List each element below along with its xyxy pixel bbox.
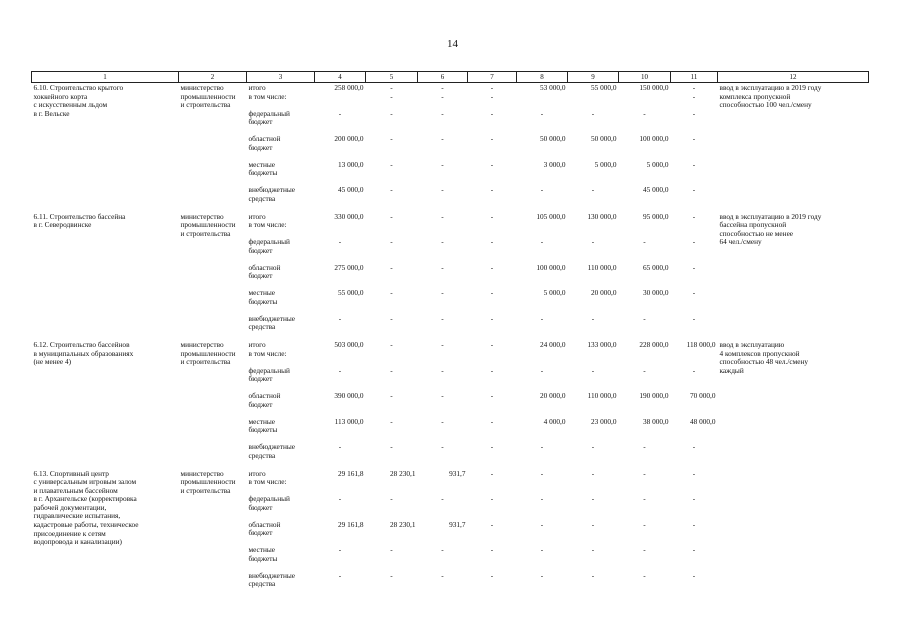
amount-cell: 110 000,0: [587, 263, 617, 272]
amount-cell: 931,7: [449, 468, 466, 478]
amount-cell: -: [643, 520, 646, 529]
amount-cell: -: [441, 314, 444, 323]
amount-cell: -: [441, 495, 444, 503]
amount-cell: -: [390, 495, 393, 503]
amount-cell: -: [692, 263, 696, 272]
funding-source-cell: местные бюджеты: [248, 289, 278, 306]
column-number-header: 3: [247, 72, 315, 83]
amount-cell: -: [540, 366, 544, 375]
amount-cell: -: [490, 211, 494, 221]
amount-cell: -: [692, 314, 696, 323]
amount-cell: -: [390, 546, 393, 554]
funding-source-cell: внебюджетные средства: [248, 571, 296, 589]
amount-cell: -: [540, 186, 544, 194]
amount-cell: -: [390, 160, 393, 169]
amount-cell: - -: [390, 83, 393, 101]
amount-cell: -: [441, 392, 444, 400]
amount-cell: 133 000,0: [587, 340, 617, 349]
amount-cell: -: [490, 417, 494, 426]
amount-cell: -: [490, 109, 494, 118]
amount-cell: 20 000,0: [539, 392, 566, 400]
column-number-header: 6: [418, 72, 468, 83]
amount-cell: -: [591, 109, 595, 118]
column-number-header-row: [32, 72, 869, 83]
amount-cell: -: [490, 495, 494, 503]
amount-cell: -: [692, 571, 696, 580]
amount-cell: -: [540, 546, 544, 554]
table-row: [32, 469, 869, 496]
amount-cell: -: [441, 109, 444, 118]
amount-cell: 13 000,0: [337, 160, 364, 169]
amount-cell: 150 000,0: [639, 83, 669, 92]
amount-cell: -: [441, 366, 444, 375]
column-number-header: 1: [32, 72, 179, 83]
column-number-header: 7: [468, 72, 517, 83]
amount-cell: - -: [490, 83, 494, 101]
amount-cell: 5 000,0: [646, 160, 669, 169]
funding-source-cell: областной бюджет: [248, 135, 281, 152]
responsible-agency-cell: министерство промышленности и строительства: [180, 340, 236, 367]
amount-cell: -: [390, 263, 393, 272]
amount-cell: 30 000,0: [642, 289, 669, 297]
amount-cell: -: [338, 366, 342, 375]
funding-source-cell: областной бюджет: [248, 263, 281, 281]
amount-cell: -: [390, 340, 393, 349]
measure-name-cell: 6.13. Спортивный центр с универсальным игровым залом и плавательным бассейном в г. Архангельске (корректировка рабочей документации, гидравлические испытания, кадастровые работы, техническое присоединение к сетям водопровода и канализации): [33, 468, 139, 547]
amount-cell: - -: [692, 83, 696, 101]
amount-cell: -: [540, 495, 544, 503]
funding-source-cell: итого в том числе:: [248, 211, 287, 230]
amount-cell: -: [390, 135, 393, 143]
amount-cell: -: [692, 160, 696, 169]
funding-source-cell: внебюджетные средства: [248, 443, 296, 460]
amount-cell: - -: [441, 83, 444, 101]
expected-result-cell: ввод в эксплуатацию в 2019 году комплекса пропускной способностью 100 чел./смену: [719, 83, 822, 110]
amount-cell: -: [490, 186, 494, 194]
amount-cell: 105 000,0: [536, 211, 566, 221]
funding-source-cell: внебюджетные средства: [248, 186, 296, 203]
amount-cell: -: [591, 571, 595, 580]
amount-cell: 65 000,0: [642, 263, 669, 272]
amount-cell: 118 000,0: [686, 340, 716, 349]
amount-cell: -: [490, 571, 494, 580]
amount-cell: 95 000,0: [642, 211, 669, 221]
amount-cell: 45 000,0: [642, 186, 669, 194]
funding-source-cell: итого в том числе:: [248, 468, 287, 487]
amount-cell: -: [441, 135, 444, 143]
funding-source-cell: федеральный бюджет: [248, 238, 290, 255]
amount-cell: -: [643, 109, 646, 118]
column-number-header: 11: [671, 72, 718, 83]
amount-cell: -: [390, 443, 393, 451]
amount-cell: 23 000,0: [590, 417, 617, 426]
funding-source-cell: внебюджетные средства: [248, 314, 296, 332]
amount-cell: -: [643, 495, 646, 503]
amount-cell: -: [441, 546, 444, 554]
amount-cell: -: [591, 520, 595, 529]
column-number-header: 4: [315, 72, 366, 83]
column-number-header: 12: [718, 72, 869, 83]
amount-cell: -: [692, 546, 696, 554]
amount-cell: -: [643, 546, 646, 554]
amount-cell: -: [338, 109, 342, 118]
amount-cell: -: [692, 109, 696, 118]
amount-cell: 110 000,0: [587, 392, 617, 400]
amount-cell: -: [540, 468, 544, 478]
amount-cell: -: [490, 443, 494, 451]
amount-cell: 275 000,0: [334, 263, 364, 272]
amount-cell: -: [692, 520, 696, 529]
amount-cell: 55 000,0: [337, 289, 364, 297]
funding-source-cell: итого в том числе:: [248, 340, 287, 358]
amount-cell: -: [441, 238, 444, 246]
amount-cell: -: [390, 366, 393, 375]
amount-cell: -: [338, 443, 342, 451]
amount-cell: -: [643, 571, 646, 580]
amount-cell: -: [390, 417, 393, 426]
amount-cell: -: [692, 366, 696, 375]
amount-cell: 190 000,0: [639, 392, 669, 400]
expected-result-cell: ввод в эксплуатацию 4 комплексов пропускной способностью 48 чел./смену каждый: [719, 340, 809, 375]
amount-cell: -: [390, 314, 393, 323]
amount-cell: -: [390, 392, 393, 400]
amount-cell: -: [338, 314, 342, 323]
amount-cell: -: [540, 109, 544, 118]
table-row: [32, 340, 869, 367]
amount-cell: 100 000,0: [536, 263, 566, 272]
amount-cell: -: [390, 109, 393, 118]
amount-cell: 70 000,0: [689, 392, 716, 400]
column-number-header: 10: [619, 72, 671, 83]
amount-cell: -: [692, 495, 696, 503]
amount-cell: -: [692, 186, 696, 194]
amount-cell: -: [338, 238, 342, 246]
measure-name-cell: 6.10. Строительство крытого хоккейного корта с искусственным льдом в г. Вельске: [33, 83, 124, 118]
amount-cell: -: [591, 314, 595, 323]
amount-cell: -: [441, 571, 444, 580]
column-number-header: 5: [366, 72, 418, 83]
funding-source-cell: областной бюджет: [248, 392, 281, 409]
amount-cell: -: [540, 520, 544, 529]
amount-cell: -: [643, 238, 646, 246]
measure-name-cell: 6.12. Строительство бассейнов в муниципальных образованиях (не менее 4): [33, 340, 134, 367]
amount-cell: -: [643, 314, 646, 323]
amount-cell: -: [540, 571, 544, 580]
amount-cell: 55 000,0: [590, 83, 617, 92]
expected-result-cell: [718, 469, 869, 598]
amount-cell: 931,7: [449, 520, 466, 529]
amount-cell: 390 000,0: [334, 392, 364, 400]
amount-cell: 200 000,0: [334, 135, 364, 143]
amount-cell: -: [692, 135, 696, 143]
funding-source-cell: областной бюджет: [248, 520, 281, 538]
amount-cell: -: [441, 160, 444, 169]
responsible-agency-cell: министерство промышленности и строительства: [180, 468, 236, 495]
amount-cell: 38 000,0: [642, 417, 669, 426]
amount-cell: 48 000,0: [689, 417, 716, 426]
amount-cell: -: [540, 314, 544, 323]
expected-result-cell: ввод в эксплуатацию в 2019 году бассейна пропускной способностью не менее 64 чел./смену: [719, 211, 822, 247]
table-row: [32, 212, 869, 239]
amount-cell: 113 000,0: [334, 417, 364, 426]
amount-cell: -: [692, 468, 696, 478]
amount-cell: -: [643, 443, 646, 451]
column-number-header: 8: [517, 72, 568, 83]
amount-cell: 24 000,0: [539, 340, 566, 349]
amount-cell: -: [591, 443, 595, 451]
amount-cell: -: [338, 546, 342, 554]
amount-cell: -: [591, 546, 595, 554]
amount-cell: -: [490, 160, 494, 169]
amount-cell: 50 000,0: [590, 135, 617, 143]
page-number: 14: [447, 38, 458, 50]
amount-cell: 53 000,0: [539, 83, 566, 92]
amount-cell: 20 000,0: [590, 289, 617, 297]
amount-cell: -: [591, 495, 595, 503]
amount-cell: -: [441, 289, 444, 297]
amount-cell: -: [390, 211, 393, 221]
column-number-header: 9: [568, 72, 619, 83]
amount-cell: -: [490, 520, 494, 529]
amount-cell: 50 000,0: [539, 135, 566, 143]
amount-cell: 258 000,0: [334, 83, 364, 92]
amount-cell: -: [441, 186, 444, 194]
amount-cell: 5 000,0: [543, 289, 566, 297]
amount-cell: -: [338, 571, 342, 580]
amount-cell: -: [390, 571, 393, 580]
amount-cell: 3 000,0: [543, 160, 566, 169]
amount-cell: 28 230,1: [389, 468, 416, 478]
amount-cell: -: [591, 186, 595, 194]
amount-cell: 29 161,8: [337, 468, 364, 478]
funding-source-cell: итого в том числе:: [248, 83, 287, 101]
measure-name-cell: 6.11. Строительство бассейна в г. Северодвинске: [33, 211, 126, 230]
amount-cell: -: [692, 211, 696, 221]
amount-cell: -: [540, 443, 544, 451]
amount-cell: -: [441, 340, 444, 349]
amount-cell: -: [490, 263, 494, 272]
amount-cell: -: [591, 468, 595, 478]
amount-cell: -: [643, 468, 646, 478]
responsible-agency-cell: министерство промышленности и строительства: [180, 83, 236, 110]
amount-cell: -: [591, 366, 595, 375]
amount-cell: -: [390, 289, 393, 297]
amount-cell: 4 000,0: [543, 417, 566, 426]
amount-cell: -: [338, 495, 342, 503]
amount-cell: -: [490, 392, 494, 400]
amount-cell: -: [692, 289, 696, 297]
amount-cell: -: [390, 238, 393, 246]
amount-cell: 29 161,8: [337, 520, 364, 529]
amount-cell: 330 000,0: [334, 211, 364, 221]
amount-cell: -: [441, 417, 444, 426]
amount-cell: 228 000,0: [639, 340, 669, 349]
amount-cell: 100 000,0: [639, 135, 669, 143]
column-number-header: 2: [179, 72, 247, 83]
amount-cell: -: [490, 289, 494, 297]
amount-cell: -: [490, 546, 494, 554]
amount-cell: 503 000,0: [334, 340, 364, 349]
funding-source-cell: местные бюджеты: [248, 160, 278, 178]
amount-cell: -: [591, 238, 595, 246]
amount-cell: -: [692, 443, 696, 451]
amount-cell: -: [490, 314, 494, 323]
amount-cell: 45 000,0: [337, 186, 364, 194]
responsible-agency-cell: министерство промышленности и строительства: [180, 211, 236, 238]
funding-source-cell: местные бюджеты: [248, 417, 278, 435]
amount-cell: -: [390, 186, 393, 194]
amount-cell: -: [490, 366, 494, 375]
amount-cell: -: [490, 238, 494, 246]
amount-cell: 5 000,0: [594, 160, 617, 169]
amount-cell: -: [490, 340, 494, 349]
funding-source-cell: федеральный бюджет: [248, 109, 290, 127]
amount-cell: 28 230,1: [389, 520, 416, 529]
funding-source-cell: федеральный бюджет: [248, 366, 290, 384]
amount-cell: -: [643, 366, 646, 375]
budget-table: [31, 71, 869, 597]
amount-cell: -: [441, 211, 444, 221]
funding-source-cell: местные бюджеты: [248, 546, 278, 563]
amount-cell: -: [490, 135, 494, 143]
amount-cell: -: [692, 238, 696, 246]
amount-cell: -: [441, 443, 444, 451]
funding-source-cell: федеральный бюджет: [248, 495, 290, 512]
amount-cell: -: [540, 238, 544, 246]
table-row: [32, 83, 869, 110]
amount-cell: -: [441, 263, 444, 272]
amount-cell: -: [490, 468, 494, 478]
amount-cell: 130 000,0: [587, 211, 617, 221]
